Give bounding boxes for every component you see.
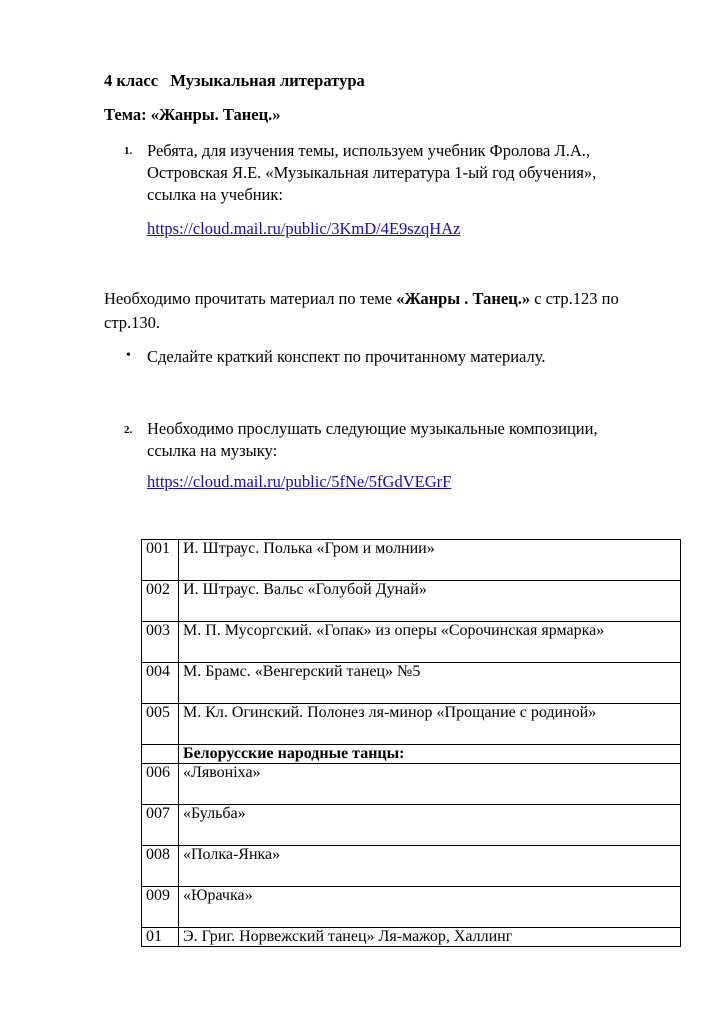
topic-title: Тема: «Жанры. Танец.» [104, 105, 281, 124]
table-row [142, 764, 681, 805]
step-2-line-2: ссылка на музыку: [147, 441, 278, 460]
track-table [141, 539, 681, 947]
music-link[interactable]: https://cloud.mail.ru/public/5fNe/5fGdVEGrF [147, 472, 452, 491]
track-number: 01 [142, 928, 179, 947]
table-row [142, 663, 681, 704]
reading-topic: «Жанры . Танец.» [396, 289, 531, 308]
track-number: 001 [142, 540, 179, 581]
table-row [142, 622, 681, 663]
track-title: «Юрачка» [179, 887, 681, 928]
track-title: «Полка-Янка» [179, 846, 681, 887]
table-row [142, 704, 681, 745]
step-1-line-3: ссылка на учебник: [147, 185, 283, 204]
reading-prefix: Необходимо прочитать материал по теме [104, 289, 397, 308]
track-number: 006 [142, 764, 179, 805]
step-1-line-2: Островская Я.Е. «Музыкальная литература 1-ый год обучения», [147, 163, 597, 182]
track-number: 005 [142, 704, 179, 745]
table-row [142, 887, 681, 928]
textbook-link[interactable]: https://cloud.mail.ru/public/3KmD/4E9szqHAz [147, 219, 461, 238]
track-title: М. Кл. Огинский. Полонез ля-минор «Прощание с родиной» [179, 704, 681, 745]
track-title: Э. Григ. Норвежский танец» Ля-мажор, Халлинг [179, 928, 681, 947]
table-row [142, 581, 681, 622]
reading-line-1 [104, 288, 619, 310]
track-number: 007 [142, 805, 179, 846]
track-title: М. П. Мусоргский. «Гопак» из оперы «Сорочинская ярмарка» [179, 622, 681, 663]
track-number [142, 745, 179, 764]
track-title: «Лявонiха» [179, 764, 681, 805]
step-1-line-1: Ребята, для изучения темы, используем учебник Фролова Л.А., [147, 141, 590, 160]
section-heading: Белорусские народные танцы: [179, 745, 681, 764]
track-number: 008 [142, 846, 179, 887]
step-2-number: 2. [124, 424, 133, 436]
track-number: 004 [142, 663, 179, 704]
table-row [142, 846, 681, 887]
step-1-number: 1. [124, 145, 133, 157]
table-row [142, 928, 681, 947]
track-title: «Бульба» [179, 805, 681, 846]
track-title: М. Брамс. «Венгерский танец» №5 [179, 663, 681, 704]
track-number: 002 [142, 581, 179, 622]
header-line [104, 70, 365, 92]
track-title: И. Штраус. Вальс «Голубой Дунай» [179, 581, 681, 622]
table-row [142, 540, 681, 581]
grade-label: 4 класс [104, 71, 159, 90]
table-section-row [142, 745, 681, 764]
reading-line-2: стр.130. [104, 313, 160, 332]
summary-task: Сделайте краткий конспект по прочитанному материалу. [147, 347, 546, 366]
table-row [142, 805, 681, 846]
track-title: И. Штраус. Полька «Гром и молнии» [179, 540, 681, 581]
reading-suffix: с стр.123 по [534, 289, 619, 308]
track-number: 009 [142, 887, 179, 928]
step-2-line-1: Необходимо прослушать следующие музыкальные композиции, [147, 419, 598, 438]
track-number: 003 [142, 622, 179, 663]
bullet-icon: • [126, 348, 131, 363]
subject-title: Музыкальная литература [170, 71, 365, 90]
